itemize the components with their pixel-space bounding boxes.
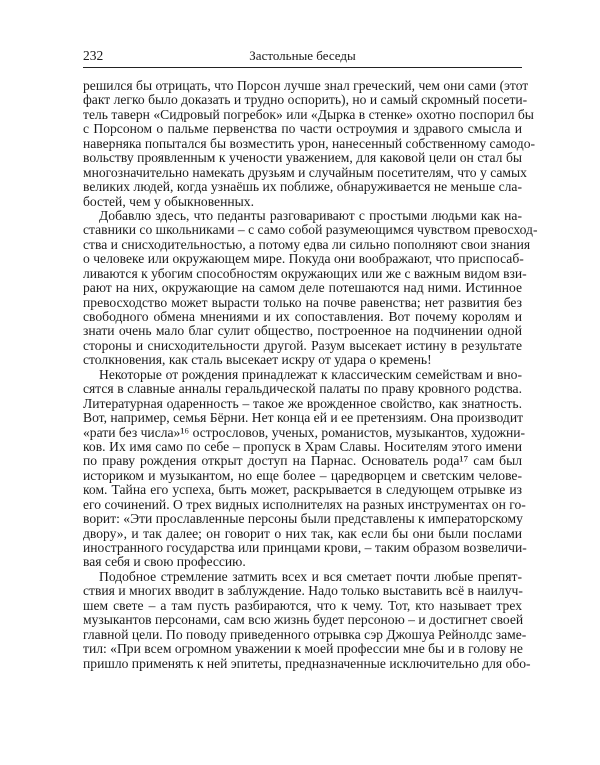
text-line: ливаются к убогим способностям окружающих или же с важным видом взи- xyxy=(83,265,527,281)
text-line: ствия и многих вводит в заблуждение. Надо только выставить всё в наилуч- xyxy=(83,583,523,599)
text-line: рают на них, окружающие на самом деле потешаются над ними. Истинное xyxy=(83,280,522,296)
text-line: столкновения, как сталь высекает искру от удара о кремень! xyxy=(83,352,432,368)
text-line: Вот, например, семья Бёрни. Нет конца ей и ее претензиям. Она производит xyxy=(83,410,524,426)
running-header xyxy=(83,47,522,68)
text-line: ворит: «Эти прославленные персоны были представлены к императорскому xyxy=(83,511,523,527)
text-line: тил: «При всем огромном уважении к моей профессии мне бы и в голову не xyxy=(83,641,523,657)
paragraph xyxy=(83,207,538,368)
text-line: многозначительно намекать друзьям и случайным посетителям, что у самых xyxy=(83,164,527,180)
text-line: знати очень мало благ сулит общество, построенное на подчинении одной xyxy=(83,323,522,339)
text-line: Подобное стремление затмить всех и вся сметает почти любые препят- xyxy=(99,568,522,584)
text-line: Литературная одаренность – такое же врожденное свойство, как знатность. xyxy=(83,395,522,411)
text-line: Добавлю здесь, что педанты разговаривают с простыми людьми как на- xyxy=(99,207,522,223)
text-line: свободного обмена мнениями и их сопоставления. Вот почему королям и xyxy=(83,309,522,324)
text-line: Некоторые от рождения принадлежат к классическим семействам и вно- xyxy=(99,366,522,382)
text-line: по праву рождения открыт доступ на Парнас. Основатель рода¹⁷ сам был xyxy=(83,453,522,469)
text-line: его сочинений. О трех видных исполнителях на разных инструментах он го- xyxy=(83,496,526,512)
text-line: ставники со школьниками – с само собой разумеющимся чувством превосход- xyxy=(83,222,538,238)
text-line: пришло применять к ней эпитеты, предназначенные исключительно для обо- xyxy=(83,655,531,671)
text-line: сятся в славные анналы геральдической палаты по праву кровного родства. xyxy=(83,381,522,397)
text-line: вая себя и свою профессию. xyxy=(83,554,246,570)
running-title: Застольные беседы xyxy=(249,48,356,63)
text-line: ства и снисходительностью, а потому едва ли сильно пополняют свои знания xyxy=(83,236,531,252)
text-line: ком. Тайна его успеха, быть может, раскрывается в следующем отрывке из xyxy=(83,482,522,498)
text-line: ков. Их имя само по себе – пропуск в Храм Славы. Носителям этого имени xyxy=(83,438,522,454)
paragraph xyxy=(83,78,536,209)
body-text xyxy=(83,78,538,671)
text-line: вольству проявленным к учености уважением, для каковой цели он стал бы xyxy=(83,150,522,166)
text-line: иностранного государства или принцами крови, – таким образом возвеличи- xyxy=(83,540,527,555)
text-line: тель таверн «Сидровый погребок» или «Дырка в стенке» охотно поспорил бы xyxy=(83,106,534,122)
text-line: превосходство может вырасти только на почве равенства; нет развития без xyxy=(83,294,522,310)
text-line: шем свете – а там пусть разбираются, что к чему. Тот, кто называет трех xyxy=(83,597,522,613)
text-line: с Порсоном о пальме первенства по части остроумия и здравого смысла и xyxy=(83,121,522,137)
text-line: решился бы отрицать, что Порсон лучше знал греческий, чем они сами (этот xyxy=(83,78,529,93)
page-number: 232 xyxy=(83,48,104,63)
text-line: стороны и снисходительности другой. Разум высекает истину в результате xyxy=(83,337,522,353)
text-line: факт легко было доказать и трудно оспорить), но и самый скромный посети- xyxy=(83,92,528,108)
text-line: историком и музыкантом, но еще более – царедворцем и светским челове- xyxy=(83,467,522,483)
text-line: наверняка попытался бы возместить урон, нанесенный собственному самодо- xyxy=(83,135,536,151)
text-line: о человеке или окружающем мире. Покуда они воображают, что приспосаб- xyxy=(83,251,524,267)
text-line: великих людей, когда узнаёшь их поближе, обнаруживается не меньше сла- xyxy=(83,179,522,195)
paragraph xyxy=(83,568,531,671)
text-line: главной цели. По поводу приведенного отрывка сэр Джошуа Рейнолдс заме- xyxy=(83,626,527,642)
text-line: «рати без числа»¹⁶ острословов, ученых, романистов, музыкантов, художни- xyxy=(83,424,526,440)
text-line: бостей, чем у обыкновенных. xyxy=(83,193,254,209)
text-line: музыкантов персонами, сам всю жизнь будет персоною – и достигнет своей xyxy=(83,612,524,628)
text-line: двору», и так далее; он говорит о них так, как если бы они были послами xyxy=(83,525,522,541)
paragraph xyxy=(83,366,527,570)
